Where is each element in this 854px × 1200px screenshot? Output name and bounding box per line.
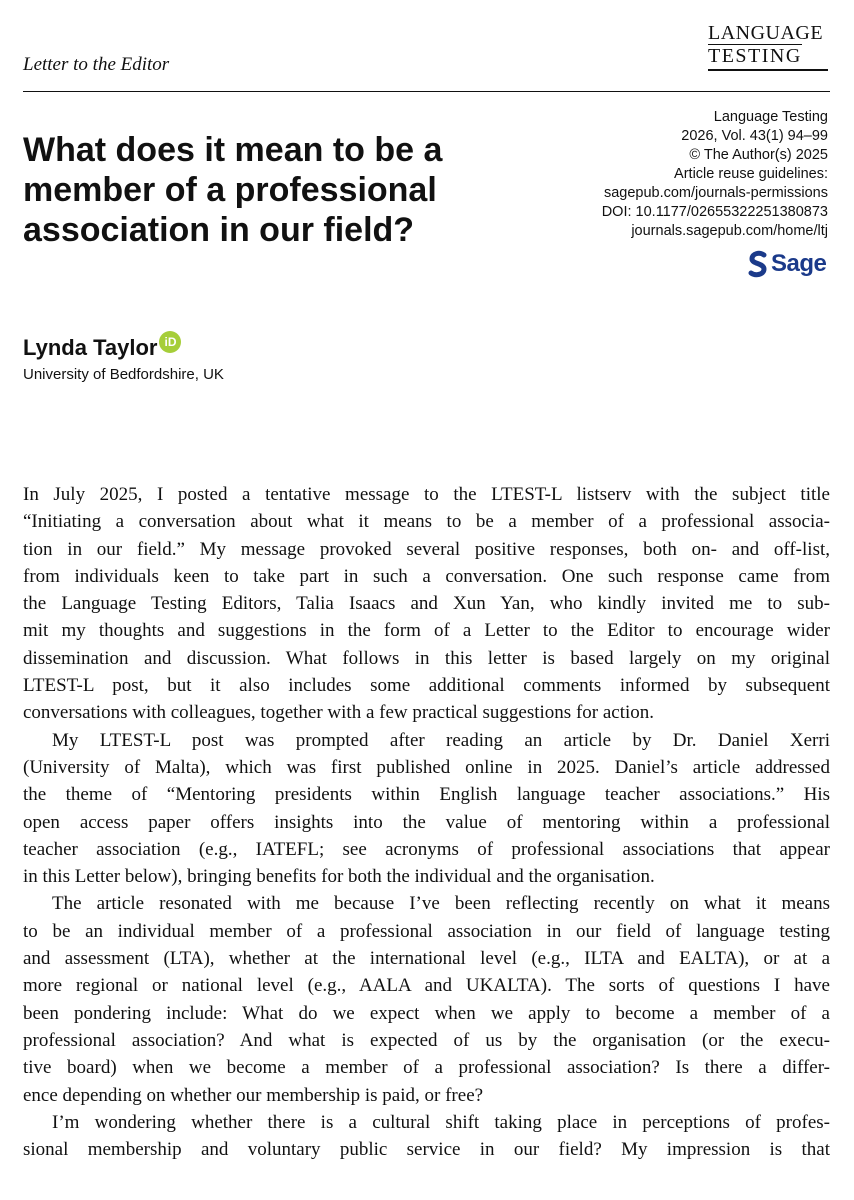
body-line: tion in our field.” My message provoked several positive responses, both on- and off-list, (23, 538, 830, 560)
body-line: the theme of “Mentoring presidents within English language teacher associations.” His (23, 784, 830, 806)
body-line: been pondering include: What do we expect when we apply to become a member of a (23, 1002, 830, 1024)
publisher-name: Sage (771, 250, 827, 277)
article-title-line: What does it mean to be a (23, 131, 443, 169)
author-affiliation: University of Bedfordshire, UK (23, 366, 224, 383)
body-line: mit my thoughts and suggestions in the form of a Letter to the Editor to encourage wider (23, 620, 830, 642)
body-line: In July 2025, I posted a tentative message to the LTEST-L listserv with the subject title (23, 484, 830, 505)
journal-link[interactable]: journals.sagepub.com/home/ltj (631, 223, 828, 239)
body-line: from individuals keen to take part in such a conversation. One such response came from (23, 565, 830, 587)
body-line: LTEST-L post, but it also includes some additional comments informed by subsequent (23, 675, 830, 697)
body-line: The article resonated with me because I’ve been reflecting recently on what it means (52, 893, 830, 915)
body-paragraph (23, 890, 830, 1108)
body-line: I’m wondering whether there is a cultural shift taking place in perceptions of profes- (52, 1111, 830, 1133)
header-divider (23, 91, 830, 92)
copyright: © The Author(s) 2025 (689, 147, 828, 163)
article-metadata (602, 108, 828, 241)
body-line: dissemination and discussion. What follows in this letter is based largely on my original (23, 647, 830, 669)
body-paragraph (23, 727, 830, 891)
article-title-line: association in our field? (23, 211, 415, 249)
body-line: teacher association (e.g., IATEFL; see acronyms of professional associations that appear (23, 838, 830, 860)
body-line: (University of Malta), which was first published online in 2025. Daniel’s article addressed (23, 756, 830, 778)
reuse-label: Article reuse guidelines: (674, 166, 828, 182)
body-line: My LTEST-L post was prompted after reading an article by Dr. Daniel Xerri (52, 729, 830, 751)
volume-info: 2026, Vol. 43(1) 94–99 (681, 128, 828, 144)
body-line: and assessment (LTA), whether at the international level (e.g., ILTA and EALTA), or at a (23, 948, 830, 970)
body-line: more regional or national level (e.g., AALA and UKALTA). The sorts of questions I have (23, 975, 830, 997)
body-line: professional association? And what is expected of us by the organisation (or the execu- (23, 1029, 830, 1051)
body-line: tive board) when we become a member of a professional association? Is there a differ- (23, 1057, 830, 1079)
author-name[interactable]: Lynda Taylor (23, 335, 158, 360)
reuse-link[interactable]: sagepub.com/journals-permissions (603, 185, 828, 201)
body-line: sional membership and voluntary public service in our field? My impression is that (23, 1139, 830, 1161)
journal-logo (708, 22, 830, 71)
article-title (23, 130, 543, 250)
journal-logo-underline (708, 69, 828, 71)
body-line: to be an individual member of a professional association in our field of language testing (23, 920, 830, 942)
body-line: “Initiating a conversation about what it means to be a member of a professional associa- (23, 511, 830, 533)
body-line: conversations with colleagues, together with a few practical suggestions for action. (23, 702, 655, 724)
journal-name: Language Testing (713, 109, 828, 125)
doi-link[interactable]: DOI: 10.1177/02655322251380873 (601, 204, 828, 220)
journal-logo-line2: TESTING (708, 45, 802, 67)
body-paragraph (23, 1109, 830, 1164)
sage-logo (748, 248, 826, 280)
body-line: the Language Testing Editors, Talia Isaacs and Xun Yan, who kindly invited me to sub- (23, 593, 830, 615)
article-title-line: member of a professional (23, 171, 437, 209)
section-label: Letter to the Editor (23, 54, 170, 75)
author-name-row (23, 335, 181, 361)
body-line: in this Letter below), bringing benefits for both the individual and the organisation. (23, 866, 655, 888)
body-paragraph (23, 481, 830, 727)
body-line: open access paper offers insights into the value of mentoring within a professional (23, 811, 830, 833)
journal-logo-line1: LANGUAGE (708, 22, 824, 44)
article-body (23, 481, 830, 1163)
orcid-icon[interactable]: iD (159, 331, 181, 353)
sage-logo-icon (748, 250, 768, 278)
body-line: ence depending on whether our membership is paid, or free? (23, 1084, 484, 1106)
